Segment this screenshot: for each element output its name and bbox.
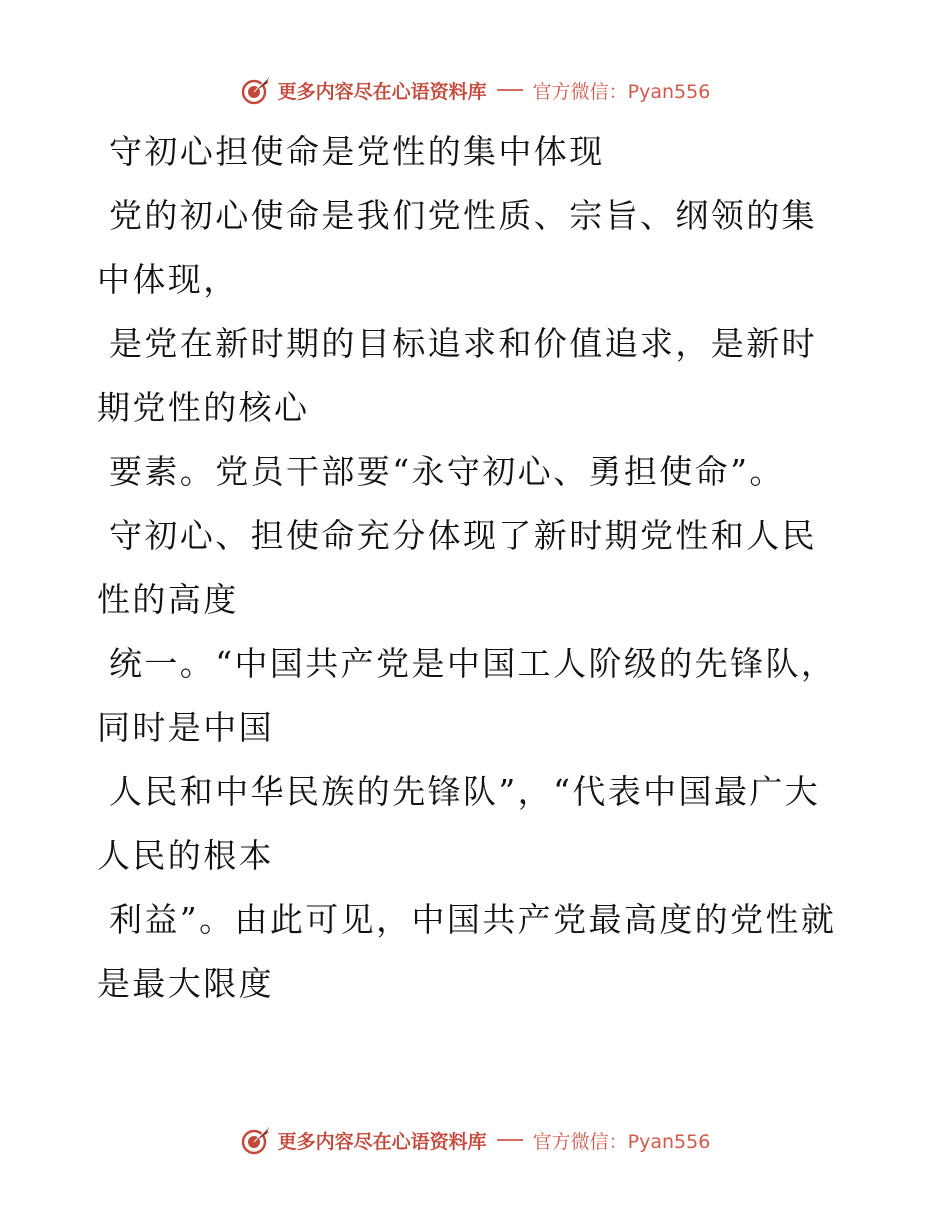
quill-seal-icon: [240, 1124, 272, 1156]
watermark-dash: [497, 89, 523, 91]
paragraph-2: 党的初心使命是我们党性质、宗旨、纲领的集中体现，: [97, 196, 817, 299]
watermark-dash: [497, 1139, 523, 1141]
quill-seal-icon: [240, 74, 272, 106]
paragraph-1: 守初心担使命是党性的集中体现: [109, 132, 605, 171]
watermark-site-text: 更多内容尽在心语资料库: [277, 1130, 487, 1153]
paragraph-4: 要素。党员干部要“永守初心、勇担使命”。: [109, 452, 785, 491]
watermark-wechat-text: 官方微信：Pyan556: [532, 80, 711, 103]
footer-watermark: [0, 1120, 950, 1160]
document-body: [97, 120, 837, 1016]
paragraph-7: 人民和中华民族的先锋队”，“代表中国最广大人民的根本: [97, 772, 821, 875]
paragraph-8: 利益”。由此可见，中国共产党最高度的党性就是最大限度: [97, 900, 837, 1003]
paragraph-5: 守初心、担使命充分体现了新时期党性和人民性的高度: [97, 516, 817, 619]
paragraph-6: 统一。“中国共产党是中国工人阶级的先锋队，同时是中国: [97, 644, 837, 747]
paragraph-3: 是党在新时期的目标追求和价值追求，是新时期党性的核心: [97, 324, 817, 427]
header-watermark: [0, 70, 950, 110]
watermark-site-text: 更多内容尽在心语资料库: [277, 80, 487, 103]
watermark-wechat-text: 官方微信：Pyan556: [532, 1130, 711, 1153]
